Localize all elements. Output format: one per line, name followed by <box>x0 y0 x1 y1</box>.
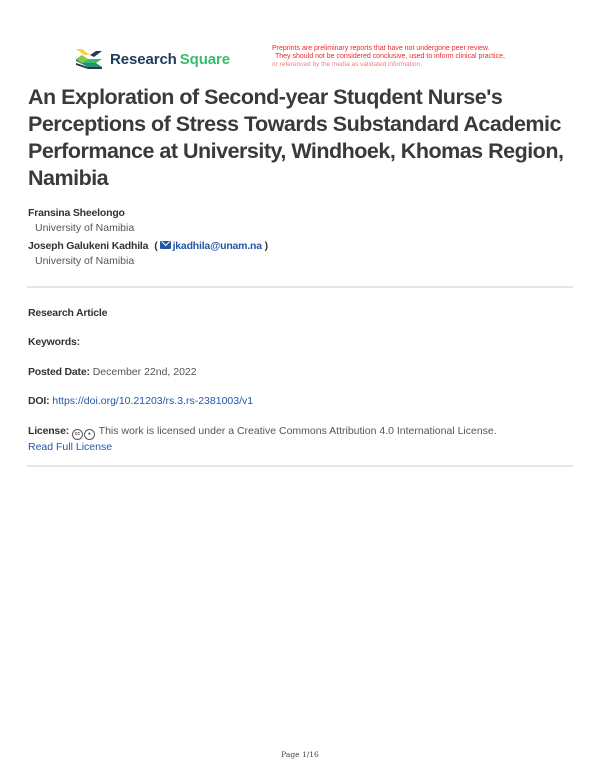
author-email-wrapper: ( jkadhila@unam.na ) <box>154 240 268 252</box>
license-label: License: <box>28 425 69 437</box>
page-number: Page 1/16 <box>281 750 319 759</box>
posted-date-value: December 22nd, 2022 <box>92 366 197 378</box>
keywords-row <box>28 336 80 348</box>
research-square-logo[interactable] <box>74 47 230 71</box>
research-square-logo-icon <box>74 47 102 71</box>
disclaimer-line: They should not be considered conclusive, used to inform clinical practice, <box>275 53 505 60</box>
posted-date-label: Posted Date: <box>28 366 90 378</box>
doi-label: DOI: <box>28 395 50 407</box>
author-name: Joseph Galukeni Kadhila <box>28 240 149 252</box>
logo-text: Research Square <box>110 50 231 68</box>
license-text: This work is licensed under a Creative Commons Attribution 4.0 International License. <box>98 425 497 437</box>
page-header <box>0 0 600 80</box>
preprint-disclaimer <box>272 45 522 69</box>
author-entry <box>28 205 568 237</box>
keywords-label: Keywords: <box>28 336 80 348</box>
license-row <box>28 425 497 440</box>
author-name-row <box>28 238 568 254</box>
posted-date-row <box>28 366 197 378</box>
doi-row <box>28 395 253 407</box>
read-full-license-link[interactable]: Read Full License <box>28 441 113 453</box>
author-entry <box>28 238 568 270</box>
author-email-link[interactable]: jkadhila@unam.na <box>172 240 262 252</box>
paper-title: An Exploration of Second-year Stuqdent Nurse's Perceptions of Stress Towards Substandard Academic Performance at University, Windhoek, Khomas Region, Namibia <box>28 85 564 190</box>
mail-icon <box>160 241 171 249</box>
author-affiliation: University of Namibia <box>35 222 135 234</box>
author-name: Fransina Sheelongo <box>28 207 125 219</box>
article-type-label: Research Article <box>28 307 108 319</box>
article-type <box>28 307 107 319</box>
author-list <box>28 205 568 271</box>
by-attribution-icon: ● <box>84 429 95 440</box>
read-license-row <box>28 441 112 453</box>
author-affiliation: University of Namibia <box>35 255 135 267</box>
doi-link[interactable]: https://doi.org/10.21203/rs.3.rs-2381003/v1 <box>52 395 254 407</box>
cc-icon: cc <box>72 429 83 440</box>
disclaimer-line: or referenced by the media as validated information. <box>272 61 422 68</box>
section-divider <box>27 286 573 288</box>
section-divider <box>27 465 573 467</box>
disclaimer-line: Preprints are preliminary reports that have not undergone peer review. <box>272 45 490 52</box>
